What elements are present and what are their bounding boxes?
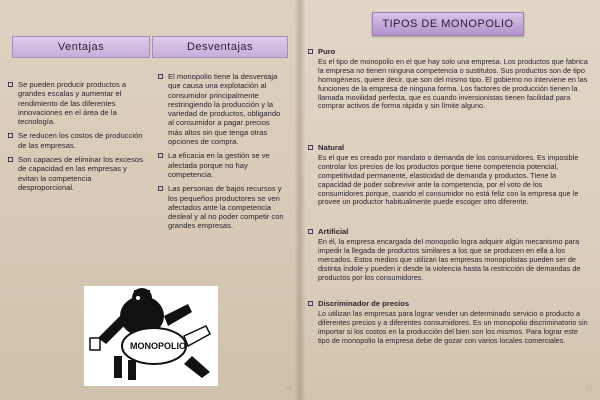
list-item: Se pueden producir productos a grandes escalas y aumentar el rendimiento de las diferentes innovaciones en el área de la tecnología.	[8, 80, 148, 126]
square-bullet-icon	[8, 82, 13, 87]
section-artificial: Artificial En él, la empresa encargada del monopolio logra adquirir algún mecanismo para impedir la llegada de productos similares a los que se producen en ella a los mercados. Estos medios que utilizan las empresas monopolistas pueden ser de distinta índole y pueden ir desde la violencia hasta la restricción de demandas de productos por los consumidores.	[318, 228, 588, 282]
monopoly-cartoon-icon	[84, 286, 218, 386]
monopoly-cartoon-image	[84, 286, 218, 386]
desventajas-header: Desventajas	[152, 36, 288, 58]
desventajas-list	[158, 72, 286, 236]
square-bullet-icon	[8, 133, 13, 138]
square-bullet-icon	[308, 145, 313, 150]
square-bullet-icon	[158, 153, 163, 158]
square-bullet-icon	[308, 229, 313, 234]
section-discriminador: Discriminador de precios Lo utilizan las empresas para lograr vender un determinado servicio o producto a diferentes precios y a diferentes consumidores. Es un monopolio discriminatorio sin importar si los costos en la producción del bien son los mismos. Para lograr este tipo de monopolio la empresa debe de gozar con varios locales comerciales.	[318, 300, 588, 346]
ventajas-list	[8, 80, 148, 197]
square-bullet-icon	[8, 157, 13, 162]
square-bullet-icon	[308, 301, 313, 306]
square-bullet-icon	[158, 74, 163, 79]
list-item: Se reducen los costos de producción de las empresas.	[8, 131, 148, 150]
ventajas-header: Ventajas	[12, 36, 150, 58]
section-puro: Puro Es el tipo de monopolio en el que hay solo una empresa. Los productos que fabrica la empresa no tienen ninguna competencia o sustitutos. Sus productos son de tipo homogéneos, quiere decir, que son del mismo tipo. El gobierno no interviene en las funciones de la empresa de ninguna forma. Los factores de producción tienen la llamada movilidad perfecta, que es cuando inversionistas tienen facilidad para comprar activos de forma rápida y sin límite alguno.	[318, 48, 588, 111]
list-item: Las personas de bajos recursos y los pequeños productores se ven afectados ante la competencia desleal y al no poder competir con grandes empresas.	[158, 184, 286, 230]
square-bullet-icon	[308, 49, 313, 54]
book-spine	[294, 0, 306, 400]
image-caption: MONOPOLIO	[130, 341, 186, 351]
page-title: TIPOS DE MONOPOLIO	[372, 12, 524, 36]
page-number: 56	[286, 386, 293, 392]
list-item: El monopolio tiene la desventaja que causa una explotación al consumidor principalmente restringiendo la producción y la variedad de productos, obligando al consumidor a pagar precios más altos sin que tenga otras opciones de compra.	[158, 72, 286, 146]
page-number: 57	[586, 386, 593, 392]
list-item: La eficacia en la gestión se ve afectada porque no hay competencia.	[158, 151, 286, 179]
section-natural: Natural Es el que es creado por mandato o demanda de los consumidores. Es imposible controlar los precios de los productos porque tiene competencia potencial, competitividad permanente, elasticidad de demanda y productos. Tiene la capacidad de poder sobrevivir ante la competencia, por el voto de los consumidores porque, cuando el consumidor no está feliz con la empresa que le provee un productor habitualmente puede escoger otro diferente.	[318, 144, 588, 207]
square-bullet-icon	[158, 186, 163, 191]
list-item: Son capaces de eliminar los excesos de capacidad en las empresas y evitan la competencia desproporcional.	[8, 155, 148, 192]
